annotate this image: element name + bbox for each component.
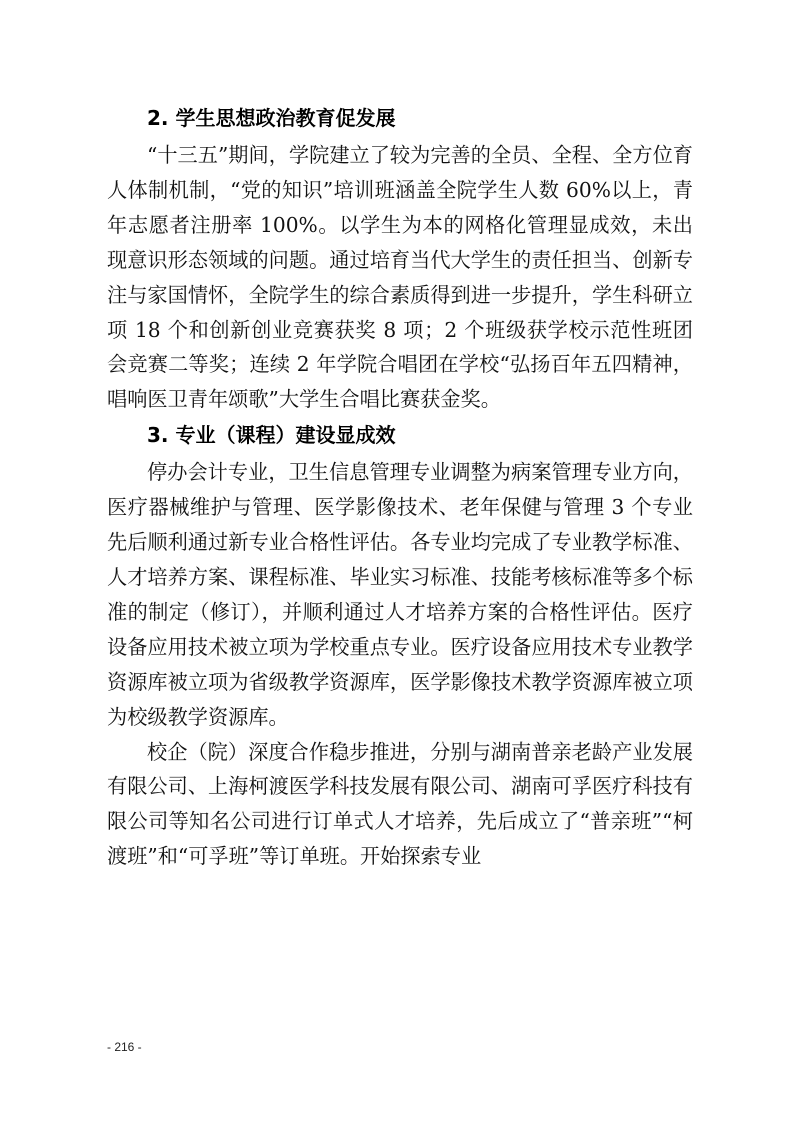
section-heading-student-ideology: 2. 学生思想政治教育促发展	[147, 106, 396, 130]
page-number: - 216 -	[107, 1040, 142, 1054]
paragraph-student-ideology: “十三五”期间，学院建立了较为完善的全员、全程、全方位育人体制机制，“党的知识”培训班涵盖全院学生人数 60%以上，青年志愿者注册率 100%。以学生为本的网格化管理显成效，未出现意识形态领域的问题。通过培育当代大学生的责任担当、创新专注与家国情怀，全院学生的综合素质得到进一步提升，学生科研立项 18 个和创新创业竞赛获奖 8 项；2 个班级获学校示范性班团会竞赛二等奖；连续 2 年学院合唱团在学校“弘扬百年五四精神，唱响医卫青年颂歌”大学生合唱比赛获金奖。	[107, 143, 693, 412]
paragraph-school-enterprise: 校企（院）深度合作稳步推进，分别与湖南普亲老龄产业发展有限公司、上海柯渡医学科技发展有限公司、湖南可孚医疗科技有限公司等知名公司进行订单式人才培养，先后成立了“普亲班”“柯渡班”和“可孚班”等订单班。开始探索专业	[107, 739, 693, 869]
section-heading-major-construction: 3. 专业（课程）建设显成效	[147, 423, 396, 448]
page-content	[107, 96, 693, 874]
paragraph-major-adjustment: 停办会计专业，卫生信息管理专业调整为病案管理专业方向，医疗器械维护与管理、医学影像技术、老年保健与管理 3 个专业先后顺利通过新专业合格性评估。各专业均完成了专业教学标准、人才培养方案、课程标准、毕业实习标准、技能考核标准等多个标准的制定（修订），并顺利通过人才培养方案的合格性评估。医疗设备应用技术被立项为学校重点专业。医疗设备应用技术专业教学资源库被立项为省级教学资源库，医学影像技术教学资源库被立项为校级教学资源库。	[107, 460, 693, 729]
